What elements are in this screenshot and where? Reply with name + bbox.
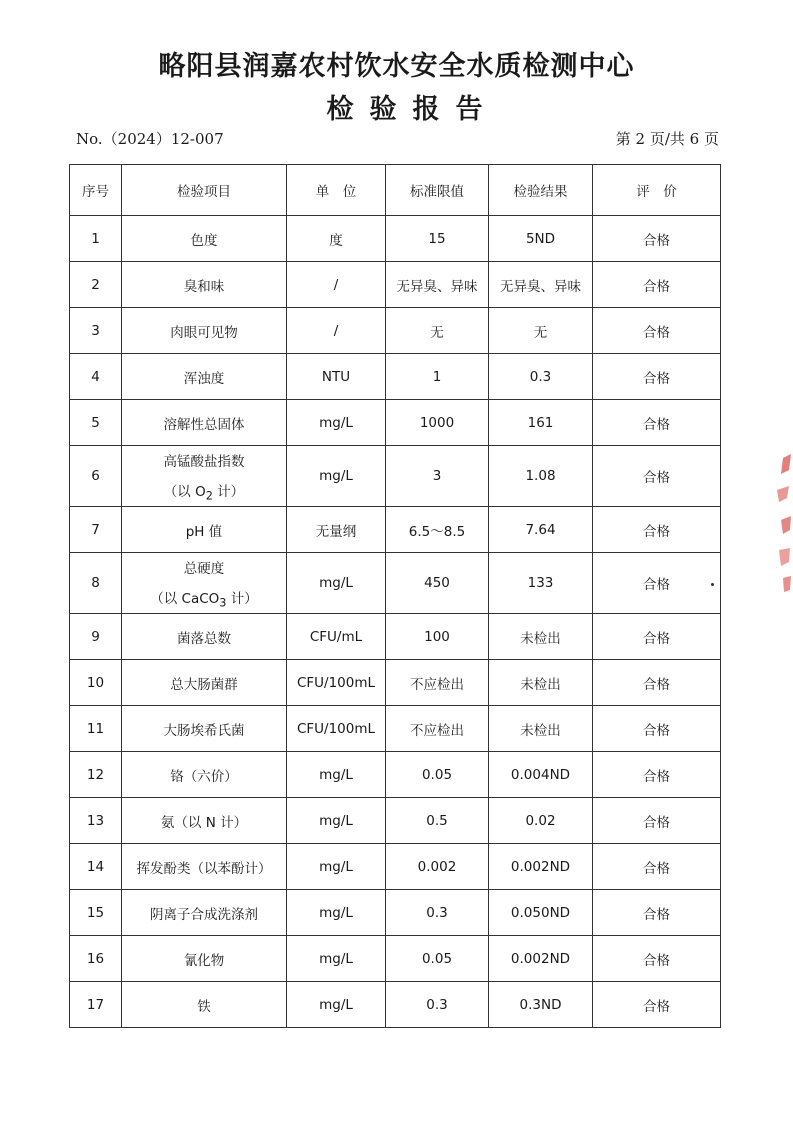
- cell-unit: CFU/100mL: [287, 660, 386, 706]
- table-row: [70, 614, 721, 660]
- cell-result: 无: [489, 308, 593, 354]
- cell-item: 铬（六价）: [122, 752, 287, 798]
- table-row: [70, 446, 721, 507]
- cell-result: 161: [489, 400, 593, 446]
- cell-result: 0.002ND: [489, 936, 593, 982]
- cell-no: 11: [70, 706, 122, 752]
- cell-limit: 不应检出: [386, 660, 489, 706]
- cell-eval: 合格: [593, 614, 721, 660]
- cell-result: 0.050ND: [489, 890, 593, 936]
- column-header: 序号: [70, 165, 122, 216]
- cell-result: 0.3: [489, 354, 593, 400]
- table-row: [70, 400, 721, 446]
- table-row: [70, 660, 721, 706]
- cell-limit: 0.05: [386, 936, 489, 982]
- cell-unit: mg/L: [287, 890, 386, 936]
- cell-no: 3: [70, 308, 122, 354]
- item-name: 高锰酸盐指数: [163, 453, 245, 470]
- cell-no: 10: [70, 660, 122, 706]
- table-row: [70, 308, 721, 354]
- cell-limit: 1: [386, 354, 489, 400]
- cell-unit: mg/L: [287, 982, 386, 1028]
- cell-unit: 度: [287, 216, 386, 262]
- cell-result: 无异臭、异味: [489, 262, 593, 308]
- column-header: 评 价: [593, 165, 721, 216]
- page-info: 第 2 页/共 6 页: [615, 130, 719, 148]
- cell-eval: 合格: [593, 553, 721, 614]
- cell-eval: 合格: [593, 982, 721, 1028]
- cell-result: 未检出: [489, 614, 593, 660]
- cell-unit: mg/L: [287, 844, 386, 890]
- cell-limit: 0.3: [386, 890, 489, 936]
- cell-result: 0.004ND: [489, 752, 593, 798]
- cell-eval: 合格: [593, 507, 721, 553]
- item-basis: （以 CaCO$_3$ 计）: [150, 590, 258, 610]
- cell-unit: CFU/mL: [287, 614, 386, 660]
- cell-limit: 450: [386, 553, 489, 614]
- table-row: [70, 844, 721, 890]
- table-row: [70, 553, 721, 614]
- table-row: [70, 216, 721, 262]
- cell-limit: 3: [386, 446, 489, 507]
- cell-limit: 0.5: [386, 798, 489, 844]
- cell-item: [122, 446, 287, 507]
- cell-limit: 100: [386, 614, 489, 660]
- cell-unit: /: [287, 262, 386, 308]
- red-seal-stamp-fragment: [771, 450, 793, 600]
- cell-item: 氨（以 N 计）: [122, 798, 287, 844]
- cell-limit: 0.002: [386, 844, 489, 890]
- cell-no: 4: [70, 354, 122, 400]
- cell-result: 5ND: [489, 216, 593, 262]
- cell-limit: 15: [386, 216, 489, 262]
- cell-limit: 6.5～8.5: [386, 507, 489, 553]
- cell-limit: 0.05: [386, 752, 489, 798]
- cell-no: 7: [70, 507, 122, 553]
- cell-item: 浑浊度: [122, 354, 287, 400]
- cell-no: 14: [70, 844, 122, 890]
- cell-no: 5: [70, 400, 122, 446]
- cell-item: 阴离子合成洗涤剂: [122, 890, 287, 936]
- cell-limit: 无: [386, 308, 489, 354]
- cell-eval: 合格: [593, 216, 721, 262]
- cell-item: 挥发酚类（以苯酚计）: [122, 844, 287, 890]
- cell-unit: CFU/100mL: [287, 706, 386, 752]
- cell-unit: mg/L: [287, 400, 386, 446]
- cell-eval: 合格: [593, 752, 721, 798]
- cell-unit: mg/L: [287, 752, 386, 798]
- cell-limit: 无异臭、异味: [386, 262, 489, 308]
- table-row: [70, 752, 721, 798]
- column-header: 标准限值: [386, 165, 489, 216]
- cell-no: 12: [70, 752, 122, 798]
- cell-eval: 合格: [593, 798, 721, 844]
- cell-eval: 合格: [593, 308, 721, 354]
- cell-item: 色度: [122, 216, 287, 262]
- cell-eval: 合格: [593, 706, 721, 752]
- test-results-table: [69, 164, 721, 1028]
- cell-item: 氰化物: [122, 936, 287, 982]
- table-row: [70, 798, 721, 844]
- cell-eval: 合格: [593, 936, 721, 982]
- cell-result: 未检出: [489, 706, 593, 752]
- cell-result: 0.3ND: [489, 982, 593, 1028]
- cell-no: 16: [70, 936, 122, 982]
- cell-result: 未检出: [489, 660, 593, 706]
- item-name: 总硬度: [183, 560, 225, 577]
- cell-no: 6: [70, 446, 122, 507]
- cell-unit: NTU: [287, 354, 386, 400]
- table-row: [70, 706, 721, 752]
- cell-eval: 合格: [593, 890, 721, 936]
- cell-result: 0.002ND: [489, 844, 593, 890]
- speck: [711, 583, 714, 586]
- cell-eval: 合格: [593, 354, 721, 400]
- cell-eval: 合格: [593, 660, 721, 706]
- cell-unit: 无量纲: [287, 507, 386, 553]
- cell-result: 133: [489, 553, 593, 614]
- cell-no: 2: [70, 262, 122, 308]
- cell-unit: mg/L: [287, 798, 386, 844]
- cell-item: [122, 553, 287, 614]
- column-header: 检验项目: [122, 165, 287, 216]
- cell-unit: mg/L: [287, 936, 386, 982]
- table-header-row: [70, 165, 721, 216]
- cell-no: 17: [70, 982, 122, 1028]
- cell-item: 臭和味: [122, 262, 287, 308]
- cell-item: 菌落总数: [122, 614, 287, 660]
- cell-result: 1.08: [489, 446, 593, 507]
- table-row: [70, 890, 721, 936]
- cell-unit: /: [287, 308, 386, 354]
- item-basis: （以 $O_2$ 计）: [163, 483, 245, 503]
- column-header: 单 位: [287, 165, 386, 216]
- cell-no: 8: [70, 553, 122, 614]
- cell-no: 15: [70, 890, 122, 936]
- table-row: [70, 936, 721, 982]
- table-row: [70, 262, 721, 308]
- cell-item: 大肠埃希氏菌: [122, 706, 287, 752]
- cell-eval: 合格: [593, 446, 721, 507]
- cell-unit: mg/L: [287, 446, 386, 507]
- report-number: No.（2024）12-007: [76, 130, 224, 148]
- cell-item: 总大肠菌群: [122, 660, 287, 706]
- cell-result: 7.64: [489, 507, 593, 553]
- cell-item: pH 值: [122, 507, 287, 553]
- cell-item: 铁: [122, 982, 287, 1028]
- cell-eval: 合格: [593, 262, 721, 308]
- table-row: [70, 982, 721, 1028]
- cell-limit: 0.3: [386, 982, 489, 1028]
- cell-eval: 合格: [593, 844, 721, 890]
- cell-limit: 1000: [386, 400, 489, 446]
- cell-result: 0.02: [489, 798, 593, 844]
- cell-unit: mg/L: [287, 553, 386, 614]
- cell-eval: 合格: [593, 400, 721, 446]
- table-row: [70, 507, 721, 553]
- column-header: 检验结果: [489, 165, 593, 216]
- report-title: 检验报告: [326, 94, 499, 125]
- cell-item: 溶解性总固体: [122, 400, 287, 446]
- cell-no: 9: [70, 614, 122, 660]
- cell-limit: 不应检出: [386, 706, 489, 752]
- cell-item: 肉眼可见物: [122, 308, 287, 354]
- org-title: 略阳县润嘉农村饮水安全水质检测中心: [158, 51, 635, 82]
- cell-no: 1: [70, 216, 122, 262]
- cell-no: 13: [70, 798, 122, 844]
- table-row: [70, 354, 721, 400]
